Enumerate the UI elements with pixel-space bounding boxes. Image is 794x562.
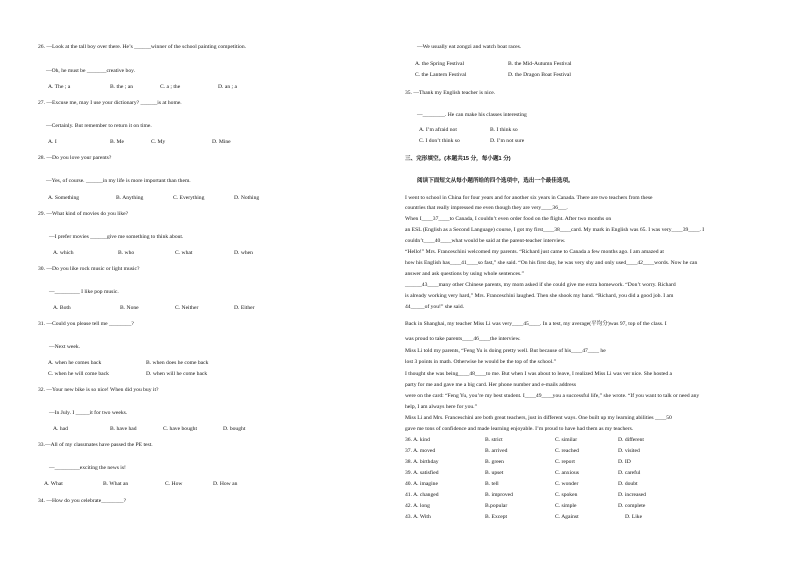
question-27-option-d[interactable]: D. Mine bbox=[212, 139, 231, 145]
question-30-option-c[interactable]: C. Neither bbox=[175, 305, 199, 311]
question-30-stem: 30. —Do you like rock music or light music? bbox=[38, 266, 140, 272]
question-32-stem: 32. —Your new bike is so nice! When did you buy it? bbox=[38, 387, 159, 393]
cloze-39-option-c[interactable]: C. anxious bbox=[555, 470, 579, 476]
question-29-stem: 29. —What kind of movies do you like? bbox=[38, 211, 129, 217]
question-28-option-a[interactable]: A. Something bbox=[48, 195, 80, 201]
passage-line: lost 3 points in math. Otherwise he would be the top of the school.” bbox=[405, 359, 557, 365]
cloze-42-option-d[interactable]: D. complete bbox=[618, 503, 646, 509]
question-33-option-b[interactable]: B. What an bbox=[103, 481, 129, 487]
question-35-option-d[interactable]: D. I’m not sure bbox=[490, 138, 525, 144]
passage-line: I went to school in China for four years and for another six years in Canada. There are two teachers from these bbox=[405, 195, 653, 201]
cloze-38-option-d[interactable]: D. ID bbox=[618, 459, 631, 465]
cloze-43-option-a[interactable]: 43. A. With bbox=[405, 514, 431, 520]
question-34-option-c[interactable]: C. the Lantern Festival bbox=[415, 72, 467, 78]
question-30-option-a[interactable]: A. Both bbox=[53, 305, 71, 311]
question-26-reply: —Oh, he must be _______creative boy. bbox=[46, 68, 135, 74]
question-35-option-a[interactable]: A. I’m afraid not bbox=[419, 127, 457, 133]
question-33-option-c[interactable]: C. How bbox=[165, 481, 183, 487]
cloze-40-option-d[interactable]: D. doubt bbox=[618, 481, 638, 487]
section-title: 三、完形填空。(本题共15 分，每小题1 分) bbox=[405, 156, 511, 162]
passage-line: an ESL (English as a Second Language) course, I got my first____38____card. My mark in English was 65. I was very____39____. I bbox=[405, 227, 705, 233]
cloze-39-option-b[interactable]: B. upset bbox=[485, 470, 504, 476]
question-31-option-c[interactable]: C. when he will come back bbox=[48, 371, 109, 377]
question-35-option-b[interactable]: B. I think so bbox=[490, 127, 518, 133]
question-28-reply: —Yes, of course. ______in my life is more important than them. bbox=[46, 178, 191, 184]
question-27-option-a[interactable]: A. I bbox=[48, 139, 57, 145]
cloze-38-option-a[interactable]: 38. A. birthday bbox=[405, 459, 439, 465]
question-29-option-d[interactable]: D. when bbox=[234, 250, 253, 256]
cloze-40-option-b[interactable]: B. tell bbox=[485, 481, 499, 487]
question-27-option-c[interactable]: C. My bbox=[151, 139, 166, 145]
question-27-option-b[interactable]: B. Me bbox=[110, 139, 124, 145]
passage-line: were on the card: “Feng Yu, you’re my best student. I____49____you a successful life,” she wrote. “If you want to talk or need any bbox=[405, 393, 700, 399]
cloze-43-option-c[interactable]: C. Against bbox=[555, 514, 579, 520]
cloze-36-option-d[interactable]: D. different bbox=[618, 437, 644, 443]
question-34-reply: —We usually eat zongzi and watch boat races. bbox=[417, 44, 522, 50]
question-34-option-b[interactable]: B. the Mid-Autumn Festival bbox=[508, 61, 572, 67]
question-26-option-a[interactable]: A. The ; a bbox=[48, 84, 71, 90]
question-33-reply: —_________exciting the news is! bbox=[49, 465, 126, 471]
passage-line: ______43____many other Chinese parents, my mom asked if she could give me extra homework. “Don’t worry. Richard bbox=[405, 282, 676, 288]
cloze-42-option-a[interactable]: 42. A. long bbox=[405, 503, 430, 509]
cloze-39-option-d[interactable]: D. careful bbox=[618, 470, 641, 476]
passage-line: gave me tons of confidence and made learning enjoyable. I’m proud to have had them as my teachers. bbox=[405, 426, 634, 432]
question-32-reply: —In July. I _____it for two weeks. bbox=[49, 410, 128, 416]
cloze-36-option-a[interactable]: 36. A. kind bbox=[405, 437, 430, 443]
cloze-43-option-b[interactable]: B. Except bbox=[485, 514, 508, 520]
cloze-42-option-c[interactable]: C. simple bbox=[555, 503, 577, 509]
cloze-37-option-b[interactable]: B. arrived bbox=[485, 448, 508, 454]
question-29-option-b[interactable]: B. who bbox=[118, 250, 135, 256]
passage-line: 44_____of you!” she said. bbox=[405, 304, 465, 310]
question-35-reply: —________. He can make his classes interesting bbox=[417, 112, 527, 118]
question-31-option-d[interactable]: D. when will he come back bbox=[146, 371, 208, 377]
question-31-option-b[interactable]: B. when does he come back bbox=[146, 360, 209, 366]
cloze-36-option-b[interactable]: B. strict bbox=[485, 437, 503, 443]
section-instruction: 阅读下面短文从每小题所给的四个选项中，选出一个最佳选项。 bbox=[417, 178, 574, 184]
passage-line: answer and ask questions by using whole sentences.” bbox=[405, 271, 524, 277]
question-26-option-d[interactable]: D. an ; a bbox=[218, 84, 237, 90]
passage-line: “Hello!” Mrs. Franceschini welcomed my parents. “Richard just came to Canada a few months ago. I am amazed at bbox=[405, 249, 664, 255]
passage-line: Back in Shanghai, my teacher Miss Li was very____45____. In a test, my average(平均分)was 97, top of the class. I bbox=[405, 321, 667, 327]
passage-line: Miss Li and Mrs. Franceschini are both great teachers, just in different ways. One built up my learning abilities ____50 bbox=[405, 415, 672, 421]
question-26-option-b[interactable]: B. the ; an bbox=[110, 84, 133, 90]
cloze-41-option-a[interactable]: 41. A. changed bbox=[405, 492, 439, 498]
passage-line: party for me and gave me a big card. Her phone number and e-mails address bbox=[405, 382, 577, 388]
cloze-42-option-b[interactable]: B.popular bbox=[485, 503, 508, 509]
question-29-option-a[interactable]: A. which bbox=[53, 250, 74, 256]
cloze-38-option-b[interactable]: B. green bbox=[485, 459, 504, 465]
question-31-reply: —Next week. bbox=[49, 344, 81, 350]
question-30-option-b[interactable]: B. None bbox=[120, 305, 139, 311]
cloze-41-option-b[interactable]: B. improved bbox=[485, 492, 513, 498]
question-28-option-d[interactable]: D. Nothing bbox=[234, 195, 260, 201]
cloze-38-option-c[interactable]: C. report bbox=[555, 459, 575, 465]
question-30-reply: —_________ I like pop music. bbox=[49, 289, 119, 295]
passage-line: how his English has____41____so fast,” she said. “On his first day, he was very shy and only used____42____words. Now he can bbox=[405, 260, 698, 266]
question-28-option-c[interactable]: C. Everything bbox=[173, 195, 205, 201]
question-28-option-b[interactable]: B. Anything bbox=[116, 195, 144, 201]
passage-line: I thought she was being____48____to me. But when I was about to leave, I realized Miss Li was ver nice. She hosted a bbox=[405, 371, 673, 377]
passage-line: help, I am always here for you.” bbox=[405, 404, 478, 410]
question-34-stem: 34. —How do you celebrate________? bbox=[38, 498, 127, 504]
passage-line: When I____37____to Canada, I couldn’t even order food on the flight. After two months on bbox=[405, 216, 612, 222]
question-35-option-c[interactable]: C. I don’t think so bbox=[419, 138, 460, 144]
question-30-option-d[interactable]: D. Either bbox=[234, 305, 255, 311]
question-27-reply: —Certainly. But remember to return it on time. bbox=[46, 123, 152, 129]
passage-line: couldn’t____40____what would be said at the parent-teacher interview. bbox=[405, 238, 566, 244]
cloze-37-option-c[interactable]: C. reached bbox=[555, 448, 579, 454]
question-29-reply: —I prefer movies ______give me something to think about. bbox=[49, 234, 184, 240]
cloze-39-option-a[interactable]: 39. A. satisfied bbox=[405, 470, 439, 476]
cloze-40-option-c[interactable]: C. wonder bbox=[555, 481, 579, 487]
question-33-option-a[interactable]: A. What bbox=[44, 481, 63, 487]
passage-line: countries that really impressed me even though they are very____36___. bbox=[405, 205, 568, 211]
passage-line: is already working very hard,” Mrs. Franceschini laughed. Then she shook my hand. “Richard, you did a good job. I am bbox=[405, 293, 674, 299]
question-31-stem: 31. —Could you please tell me ________? bbox=[38, 321, 134, 327]
question-26-stem: 26. —Look at the tall boy over there. He’s ______winner of the school painting competition. bbox=[38, 44, 247, 50]
question-32-option-d[interactable]: D. bought bbox=[223, 426, 246, 432]
question-35-stem: 35. —Thank my English teacher is nice. bbox=[405, 90, 496, 96]
question-26-option-c[interactable]: C. a ; the bbox=[160, 84, 181, 90]
cloze-43-option-d[interactable]: D. Like bbox=[625, 514, 643, 520]
cloze-37-option-a[interactable]: 37. A. moved bbox=[405, 448, 436, 454]
question-29-option-c[interactable]: C. what bbox=[175, 250, 193, 256]
passage-line: Miss Li told my parents, “Feng Yu is doing pretty well. But because of his____47____ he bbox=[405, 348, 606, 354]
question-31-option-a[interactable]: A. when he comes back bbox=[48, 360, 102, 366]
question-32-option-a[interactable]: A. had bbox=[53, 426, 68, 432]
question-34-option-a[interactable]: A. the Spring Festival bbox=[415, 61, 465, 67]
cloze-37-option-d[interactable]: D. visited bbox=[618, 448, 640, 454]
question-32-option-b[interactable]: B. have had bbox=[110, 426, 137, 432]
cloze-41-option-c[interactable]: C. spoken bbox=[555, 492, 578, 498]
question-28-stem: 28. —Do you love your parents? bbox=[38, 155, 112, 161]
question-34-option-d[interactable]: D. the Dragon Boat Festival bbox=[508, 72, 571, 78]
cloze-40-option-a[interactable]: 40. A. imagine bbox=[405, 481, 438, 487]
question-33-stem: 33.—All of my classmates have passed the PE test. bbox=[38, 442, 153, 448]
question-33-option-d[interactable]: D. How an bbox=[213, 481, 238, 487]
cloze-36-option-c[interactable]: C. similar bbox=[555, 437, 578, 443]
question-32-option-c[interactable]: C. have bought bbox=[163, 426, 198, 432]
passage-line: was proud to take parents____46____the interview. bbox=[405, 336, 521, 342]
question-27-stem: 27. —Excuse me, may I use your dictionary? ______is at home. bbox=[38, 100, 182, 106]
cloze-41-option-d[interactable]: D. increased bbox=[618, 492, 646, 498]
